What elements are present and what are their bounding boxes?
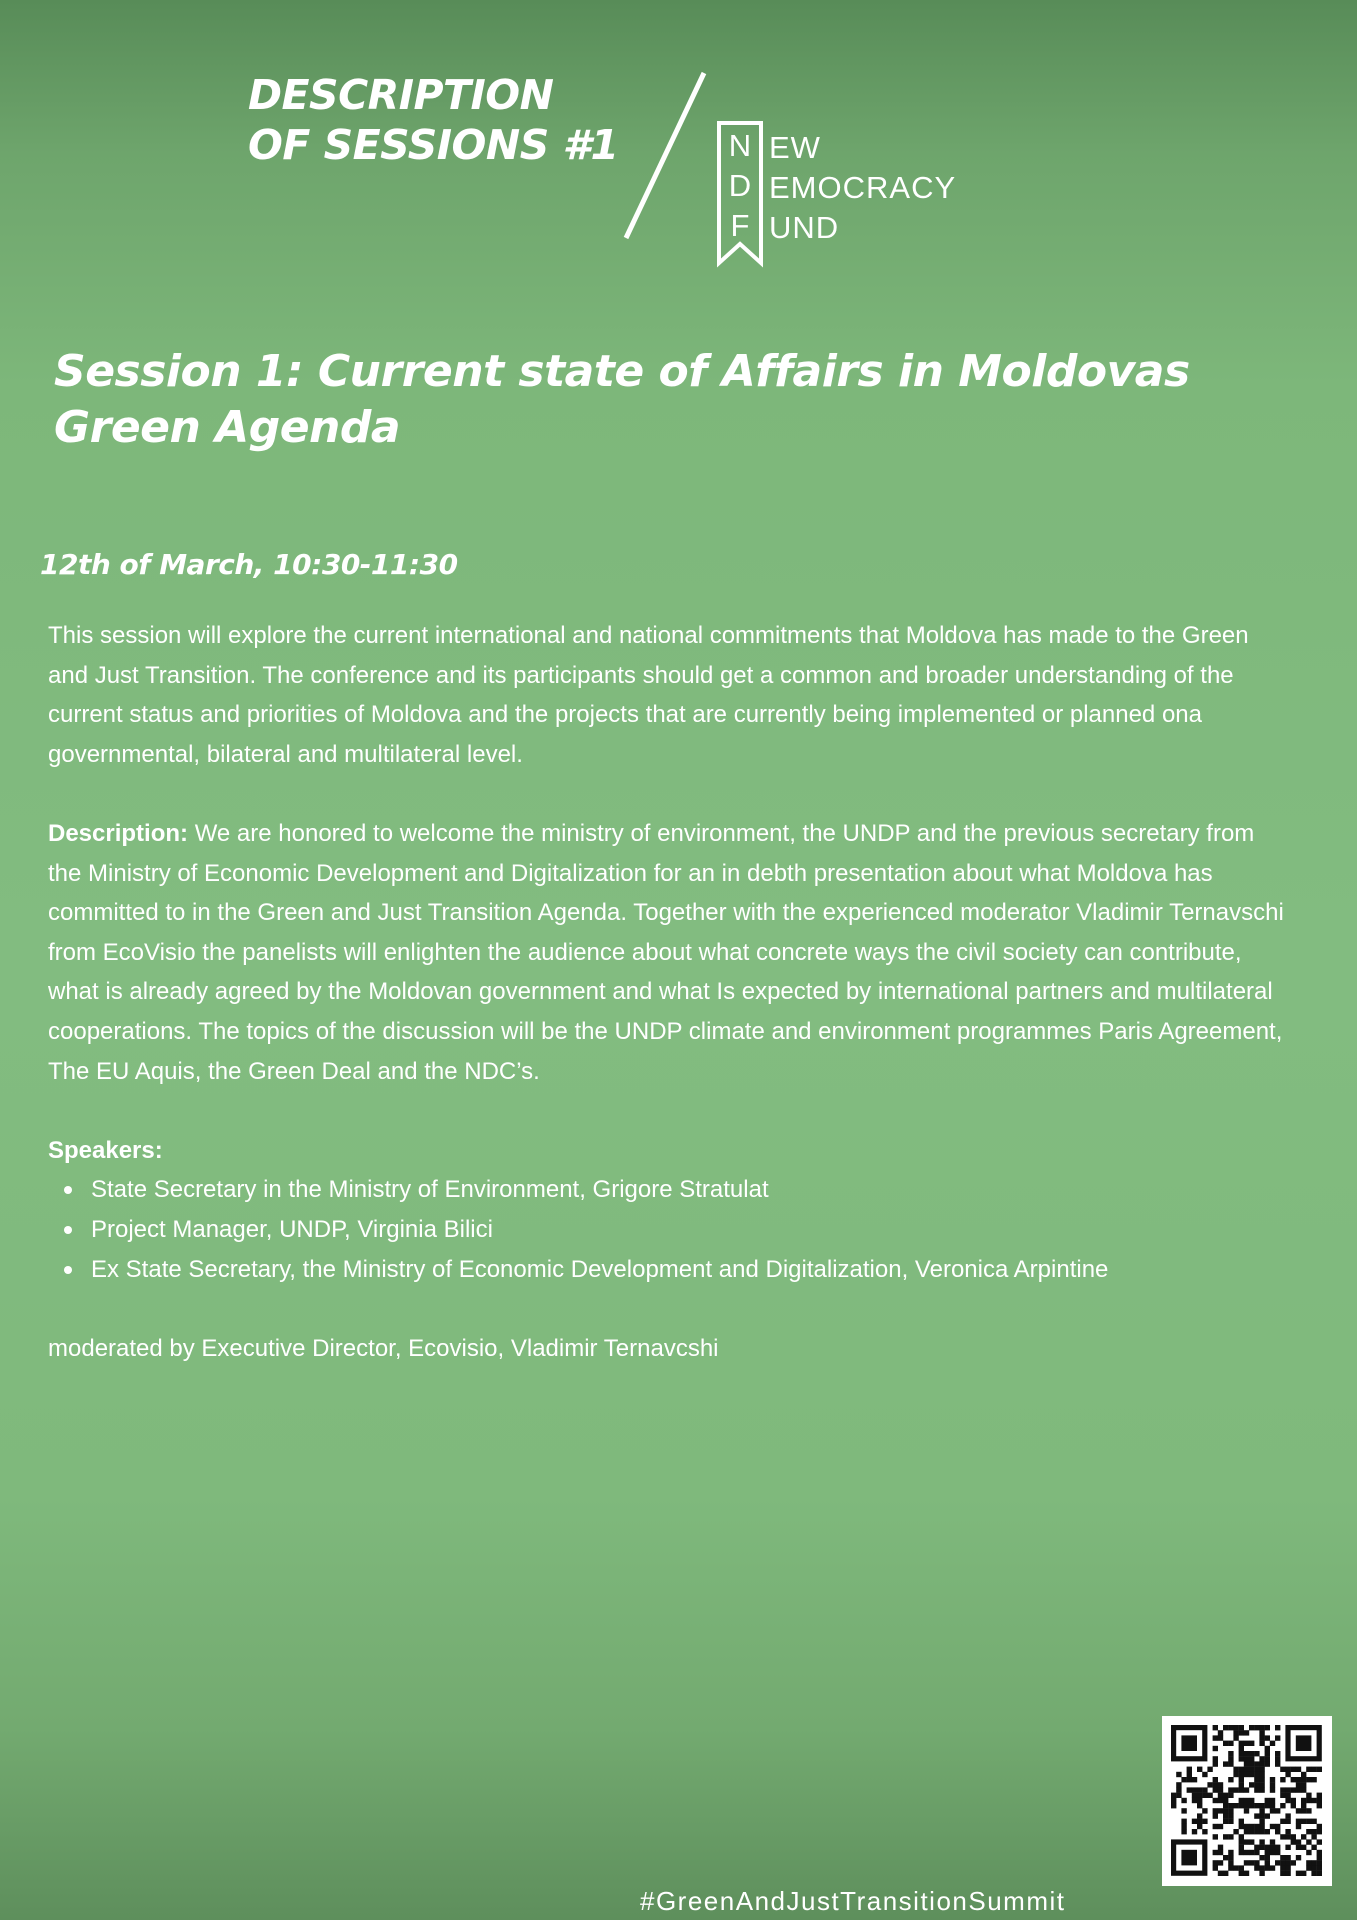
logo-bookmark-icon	[716, 120, 764, 268]
speaker-item: State Secretary in the Ministry of Environment, Grigore Stratulat	[48, 1170, 1288, 1210]
logo-word: EMOCRACY	[769, 170, 957, 205]
logo-initial: F	[730, 208, 750, 243]
session-description	[48, 814, 1288, 1091]
qr-code-icon	[1162, 1716, 1332, 1886]
page-title-line-1: DESCRIPTION	[248, 71, 554, 119]
session-intro: This session will explore the current international and national commitments that Moldova has made to the Green and Just Transition. The conference and its participants should get a common and broader understanding of the current status and priorities of Moldova and the projects that are currently being implemented or planned ona governmental, bilateral and multilateral level.	[48, 622, 1249, 768]
logo-word: UND	[769, 210, 840, 245]
session-content	[48, 616, 1288, 1368]
hashtag: #GreenAndJustTransitionSummit	[640, 1886, 1066, 1916]
speakers-label: Speakers:	[48, 1136, 163, 1164]
page-title	[248, 70, 619, 170]
speakers-list	[48, 1170, 1288, 1289]
logo-word: EW	[769, 130, 821, 165]
page-title-line-2: OF SESSIONS #1	[248, 121, 619, 169]
speaker-item: Ex State Secretary, the Ministry of Economic Development and Digitalization, Veronica Arpintine	[48, 1250, 1288, 1290]
description-text: We are honored to welcome the ministry of environment, the UNDP and the previous secretary from the Ministry of Economic Development and Digitalization for an in debth presentation about what Moldova has committed to in the Green and Just Transition Agenda. Together with the experienced moderator Vladimir Ternavschi from EcoVisio the panelists will enlighten the audience about what concrete ways the civil society can contribute, what is already agreed by the Moldovan government and what Is expected by international partners and multilateral cooperations. The topics of the discussion will be the UNDP climate and environment programmes Paris Agreement, The EU Aquis, the Green Deal and the NDC’s.	[48, 819, 1284, 1085]
speaker-item: Project Manager, UNDP, Virginia Bilici	[48, 1210, 1288, 1250]
logo-initial: D	[728, 168, 752, 203]
logo-initial: N	[728, 128, 752, 163]
moderator-line: moderated by Executive Director, Ecovisio, Vladimir Ternavcshi	[48, 1334, 719, 1362]
description-label: Description:	[48, 819, 189, 847]
qr-code[interactable]	[1162, 1716, 1332, 1886]
slash-divider	[620, 70, 710, 245]
session-title: Session 1: Current state of Affairs in Moldovas Green Agenda	[54, 346, 1190, 453]
ndf-logo	[716, 120, 1006, 268]
logo-wordmark	[769, 128, 956, 248]
session-date: 12th of March, 10:30-11:30	[40, 548, 458, 581]
